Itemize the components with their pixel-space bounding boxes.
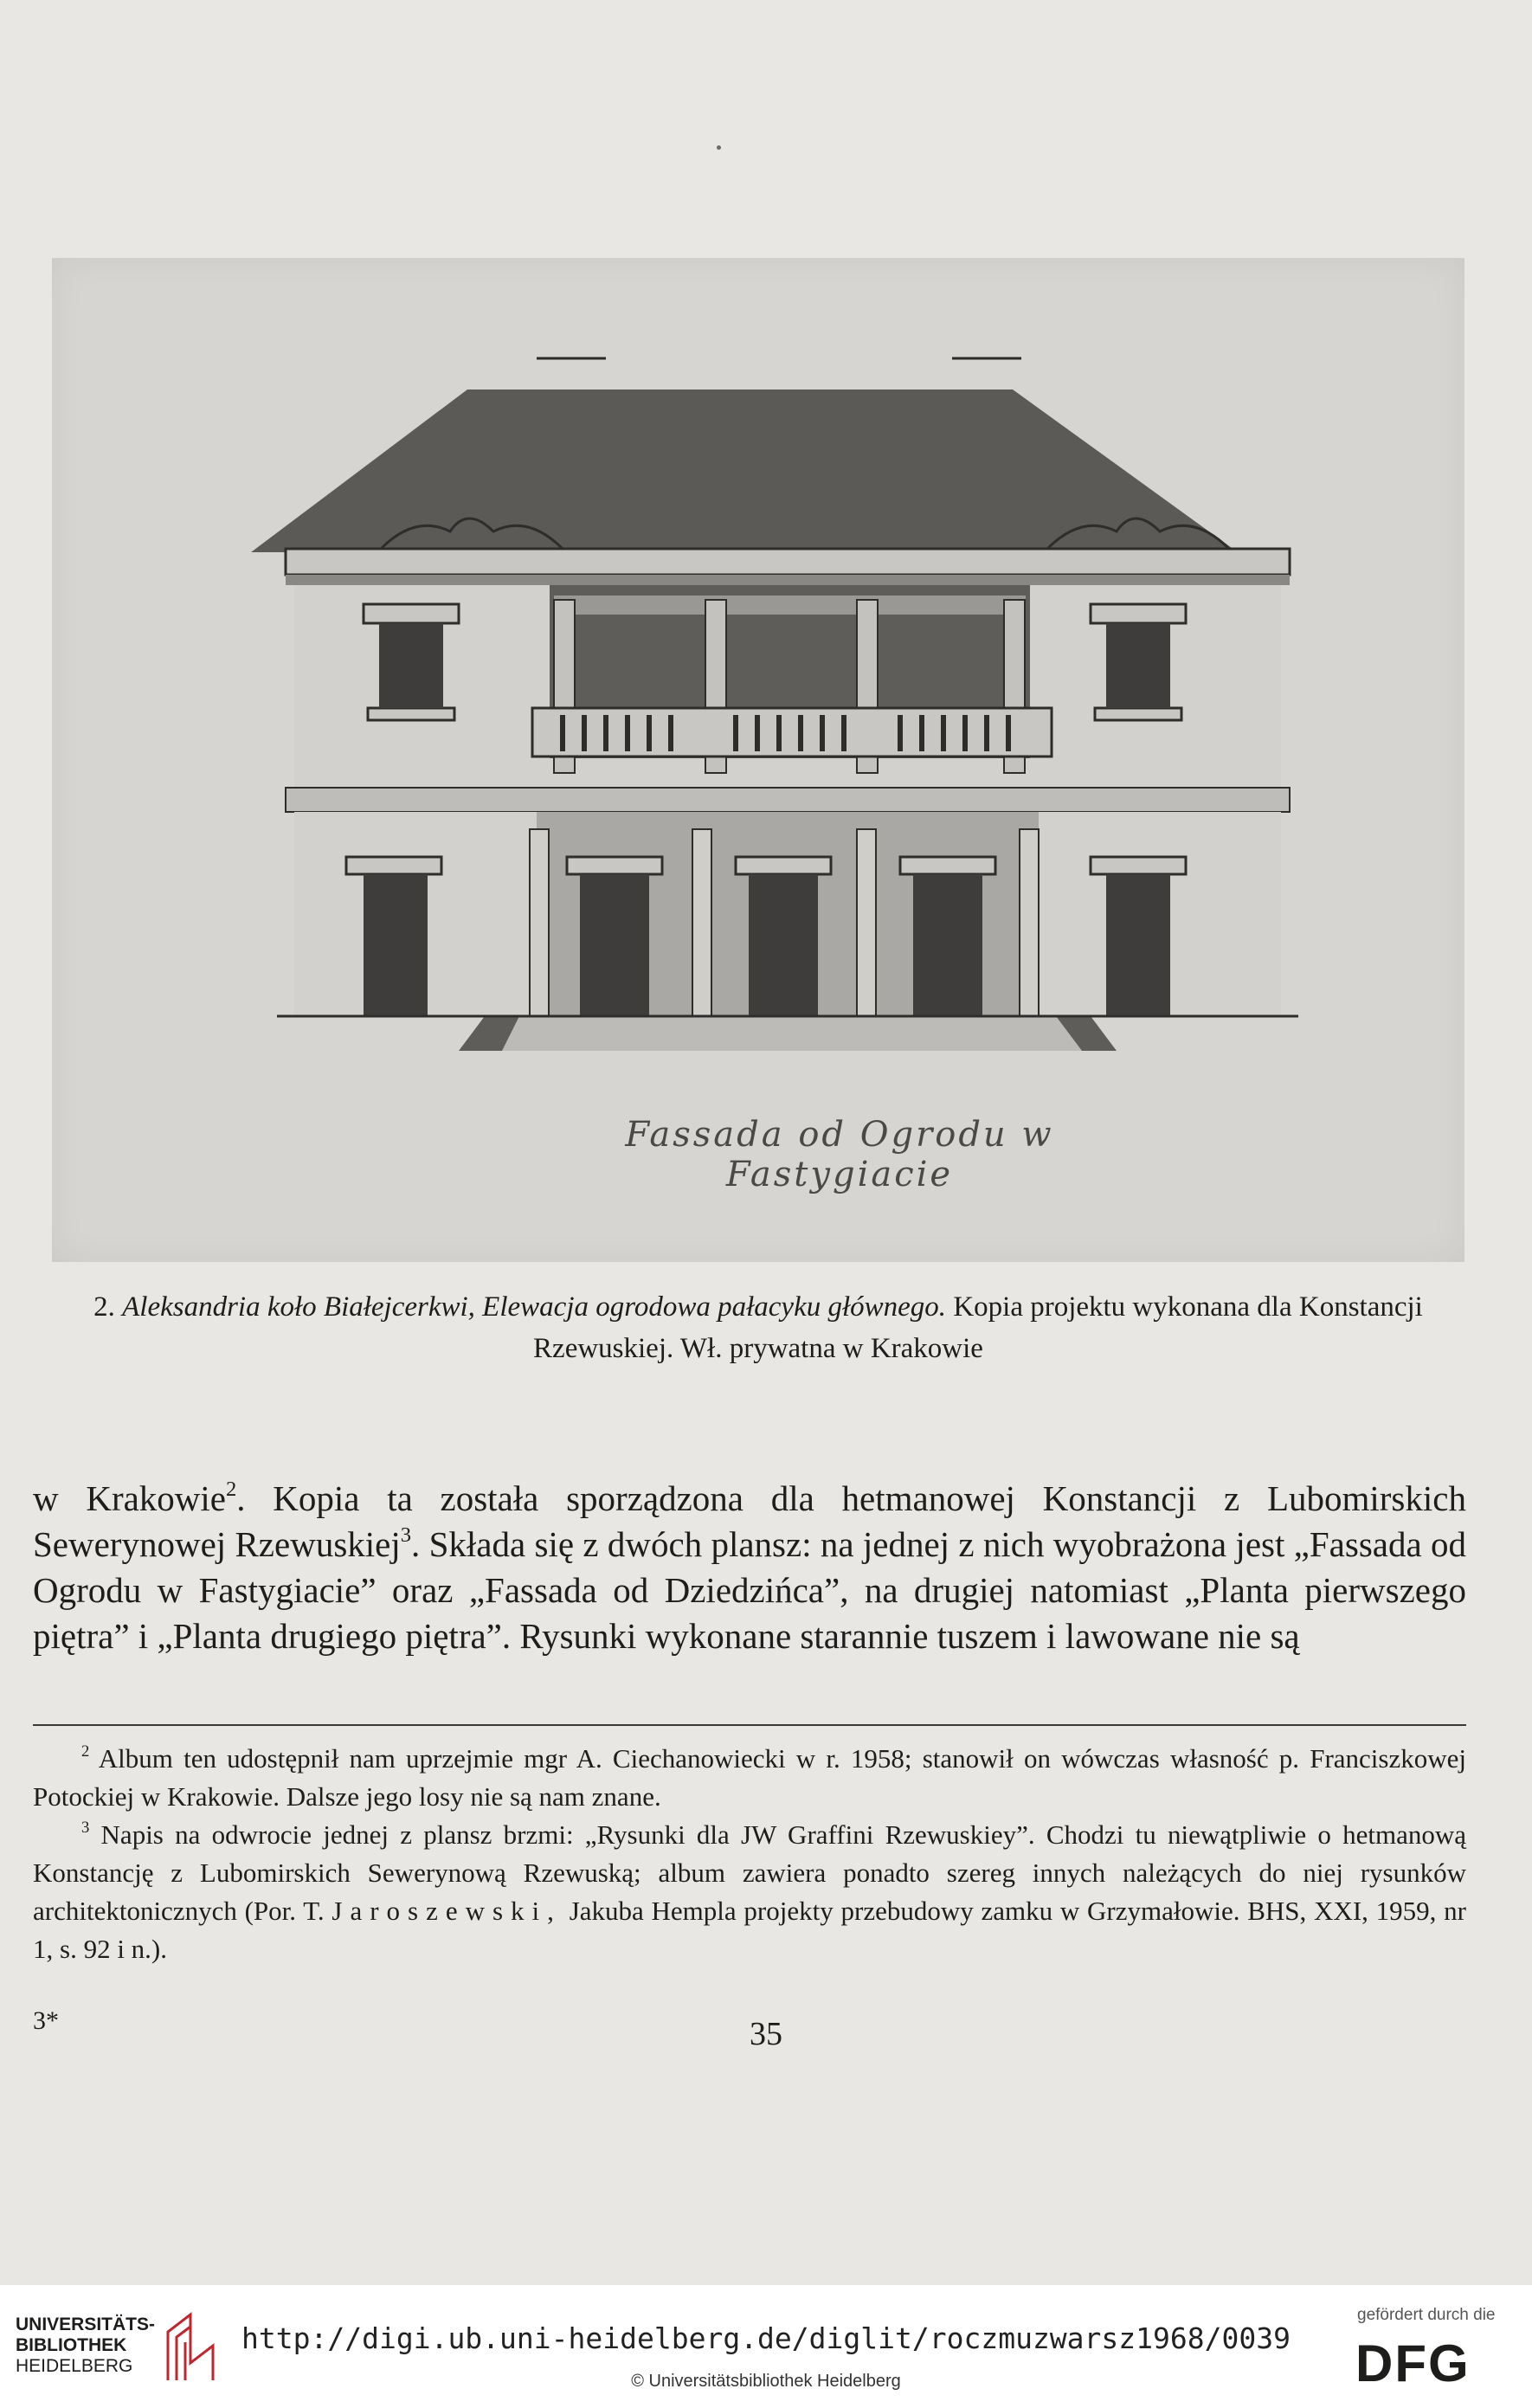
dfg-wordmark: DFG [1355, 2334, 1471, 2392]
footnote-ref-2: 2 [226, 1477, 237, 1501]
footnote-2 [33, 1740, 1466, 1816]
footnote-text: Napis na odwrocie jednej z plansz brzmi: „Rysunki dla JW Graffini Rzewuskiey”. Chodzi tu niewątpliwie o hetmanową Konstancję z Lubomirskich Sewerynową Rzewuską; album zawiera ponadto szereg innych należących do niej rysunków architektonicznych (Por. T. [33, 1819, 1467, 1926]
funded-by-label: gefördert durch die [1357, 2306, 1496, 2324]
palace-elevation-drawing [52, 258, 1464, 1262]
sheet-signature: 3* [33, 2006, 59, 2035]
door-1 [580, 874, 649, 1016]
door-2 [749, 874, 818, 1016]
roof [251, 390, 1238, 552]
footnote-ref-3: 3 [400, 1523, 412, 1547]
caption-line-2: Rzewuskiej. Wł. prywatna w Krakowie [533, 1333, 983, 1364]
copyright-notice: © Universitätsbibliothek Heidelberg [631, 2372, 901, 2391]
caption-number: 2. [93, 1291, 115, 1323]
cornice [286, 549, 1290, 575]
upper-window-right [1106, 623, 1170, 708]
library-line-2: BIBLIOTHEK [16, 2335, 127, 2355]
caption-title: Aleksandria koło Białejcerkwi, Elewacja ogrodowa pałacyku głównego. [122, 1291, 947, 1323]
footnotes [33, 1740, 1466, 1968]
footnote-divider [33, 1724, 1466, 1726]
footnote-3 [33, 1816, 1466, 1968]
lower-window-left [364, 874, 428, 1016]
footer-bar [0, 2285, 1532, 2408]
library-line-1: UNIVERSITÄTS- [16, 2315, 156, 2334]
caption-line-1: Kopia projektu wykonana dla Konstancji [953, 1291, 1423, 1323]
permalink-url[interactable]: http://digi.ub.uni-heidelberg.de/diglit/roczmuzwarsz1968/0039 [241, 2321, 1291, 2355]
figure-caption [52, 1286, 1464, 1369]
balustrade [532, 708, 1052, 757]
lower-window-right [1106, 874, 1170, 1016]
body-paragraph [33, 1476, 1466, 1659]
body-text-3: . Składa się z dwóch plansz: na jednej z nich wyobrażona jest „Fassada od Ogrodu w Fastygiacie” oraz „Fassada od Dziedzińca”, na drugiej natomiast „Planta pierwszego piętra” i „Planta drugiego piętra”. Rysunki wykonane starannie tuszem i lawowane nie są [33, 1524, 1466, 1656]
footnote-text: Album ten udostępnił nam uprzejmie mgr A. Ciechanowiecki w r. 1958; stanowił on wówczas własność p. Franciszkowej Potockiej w Krakowie. Dalsze jego losy nie są nam znane. [33, 1743, 1466, 1812]
library-line-3: HEIDELBERG [16, 2356, 133, 2376]
figure-plate [52, 258, 1464, 1262]
dfg-logo[interactable] [1350, 2295, 1523, 2399]
script-inscription: Fassada od Ogrodu w Fastygiacie [625, 1115, 1054, 1194]
upper-window-left [379, 623, 443, 708]
page-number: 35 [750, 2016, 782, 2052]
door-3 [913, 874, 982, 1016]
footnote-text-cont: Jakuba Hempla projekty przebudowy zamku w Grzymałowie. BHS, XXI, 1959, nr 1, s. 92 i n.). [33, 1896, 1466, 1964]
body-text-2: . Kopia ta została sporządzona dla hetmanowej Konstancji z Lubomirskich Sewerynowej Rzewuskiej [33, 1478, 1466, 1564]
footnote-mark: 3 [81, 1818, 90, 1837]
footnote-author: Jaroszewski, [332, 1896, 562, 1926]
body-text-1: w Krakowie [33, 1478, 226, 1518]
footnote-mark: 2 [81, 1742, 90, 1761]
ink-speck [717, 145, 721, 150]
